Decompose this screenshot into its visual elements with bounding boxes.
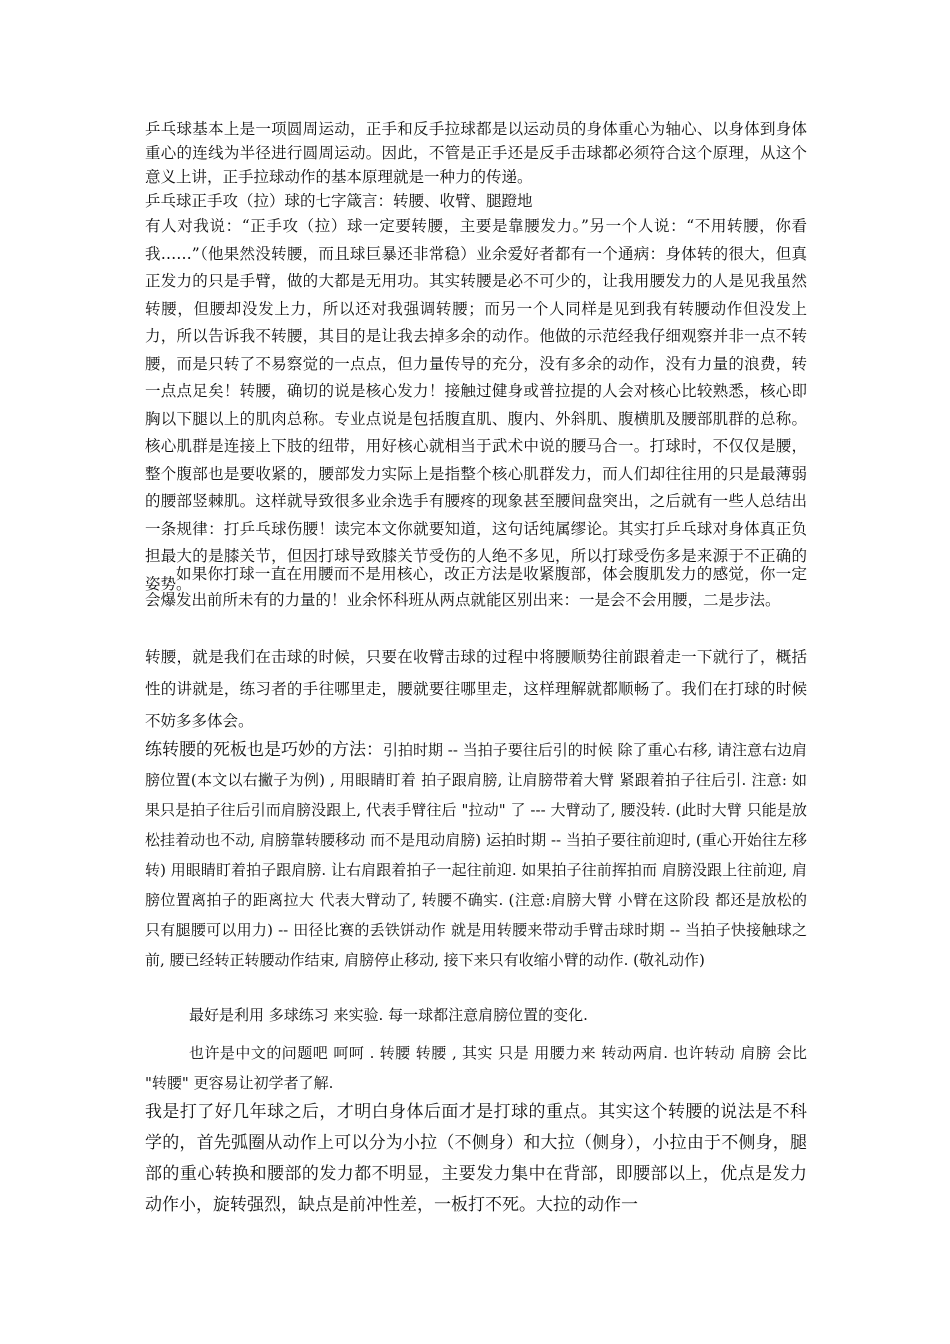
paragraph-waist-turn: 转腰，就是我们在击球的时候，只要在收臂击球的过程中将腰顺势往前跟着走一下就行了，概括性的讲就是，练习者的手往哪里走，腰就要往哪里走，这样理解就都顺畅了。我们在打球的时候不妨多多体会。: [145, 648, 807, 730]
paragraph-method: [145, 735, 807, 975]
paragraph-experience: 我是打了好几年球之后，才明白身体后面才是打球的重点。其实这个转腰的说法是不科学的，首先弧圈从动作上可以分为小拉（不侧身）和大拉（侧身），小拉由于不侧身，腿部的重心转换和腰部的发力都不明显，主要发力集中在背部，即腰部以上，优点是发力动作小，旋转强烈，缺点是前冲性差，一板打不死。大拉的动作一: [145, 1102, 807, 1215]
paragraph-motto: 乒乓球正手攻（拉）球的七字箴言：转腰、收臂、腿蹬地: [145, 192, 533, 210]
method-body: 引拍时期 -- 当拍子要往后引的时候 除了重心右移, 请注意右边肩膀位置(本文以右撇子为例) , 用眼睛盯着 拍子跟肩膀, 让肩膀带着大臂 紧跟着拍子往后引. 注意: 如果只是拍子往后引而肩膀没跟上, 代表手臂往后 "拉动" 了 --- 大臂动了, 腰没转. (此时大臂 只能是放松挂着动也不动, 肩膀靠转腰移动 而不是甩动肩膀) 运拍时期 -- 当拍子要往前迎时, (重心开始往左移转) 用眼睛盯着拍子跟肩膀. 让右肩跟着拍子一起往前迎. 如果拍子往前挥拍而 肩膀没跟上往前迎, 肩膀位置离拍子的距离拉大 代表大臂动了, 转腰不确实. (注意:肩膀大臂 小臂在这阶段 都还是放松的 只有腿腰可以用力) -- 田径比赛的丢铁饼动作 就是用转腰来带动手臂击球时期 -- 当拍子快接触球之前, 腰已经转正转腰动作结束, 肩膀停止移动, 接下来只有收缩小臂的动作. (敬礼动作): [145, 741, 808, 969]
paragraph-multiball: 最好是利用 多球练习 来实验. 每一球都注意肩膀位置的变化.: [189, 1006, 588, 1024]
paragraph-core-strength: 有人对我说：“正手攻（拉）球一定要转腰，主要是靠腰发力。”另一个人说：“不用转腰，你看我……”（他果然没转腰，而且球巨暴还非常稳）业余爱好者都有一个通病：身体转的很大，但真正发力的只是手臂，做的大都是无用功。其实转腰是必不可少的，让我用腰发力的人是见我虽然转腰，但腰却没发上力，所以还对我强调转腰；而另一个人同样是见到我有转腰动作但没发上力，所以告诉我不转腰，其目的是让我去掉多余的动作。他做的示范经我仔细观察并非一点不转腰，而是只转了不易察觉的一点点，但力量传导的充分，没有多余的动作，没有力量的浪费，转一点点足矣！转腰，确切的说是核心发力！接触过健身或普拉提的人会对核心比较熟悉，核心即胸以下腿以上的肌肉总称。专业点说是包括腹直肌、腹内、外斜肌、腹横肌及腰部肌群的总称。核心肌群是连接上下肢的纽带，用好核心就相当于武术中说的腰马合一。打球时，不仅仅是腰，整个腹部也是要收紧的，腰部发力实际上是指整个核心肌群发力，而人们却往往用的只是最薄弱的腰部竖棘肌。这样就导致很多业余选手有腰疼的现象甚至腰间盘突出，之后就有一些人总结出一条规律：打乒乓球伤腰！读完本文你就要知道，这句话纯属缪论。其实打乒乓球对身体真正负担最大的是膝关节，但因打球导致膝关节受伤的人绝不多见，所以打球受伤多是来源于不正确的姿势。: [145, 217, 807, 593]
paragraph-shoulders: 也许是中文的问题吧 呵呵 . 转腰 转腰 , 其实 只是 用腰力来 转动两肩. 也许转动 肩膀 会比 "转腰" 更容易让初学者了解.: [145, 1044, 807, 1092]
method-lead: 练转腰的死板也是巧妙的方法：: [145, 740, 384, 760]
paragraph-correction: 如果你打球一直在用腰而不是用核心，改正方法是收紧腹部，体会腹肌发力的感觉，你一定会爆发出前所未有的力量的！业余怀科班从两点就能区别出来：一是会不会用腰，二是步法。: [145, 565, 807, 609]
paragraph-intro: 乒乓球基本上是一项圆周运动，正手和反手拉球都是以运动员的身体重心为轴心、以身体到身体重心的连线为半径进行圆周运动。因此，不管是正手还是反手击球都必须符合这个原理，从这个意义上讲，正手拉球动作的基本原理就是一种力的传递。: [145, 120, 807, 186]
